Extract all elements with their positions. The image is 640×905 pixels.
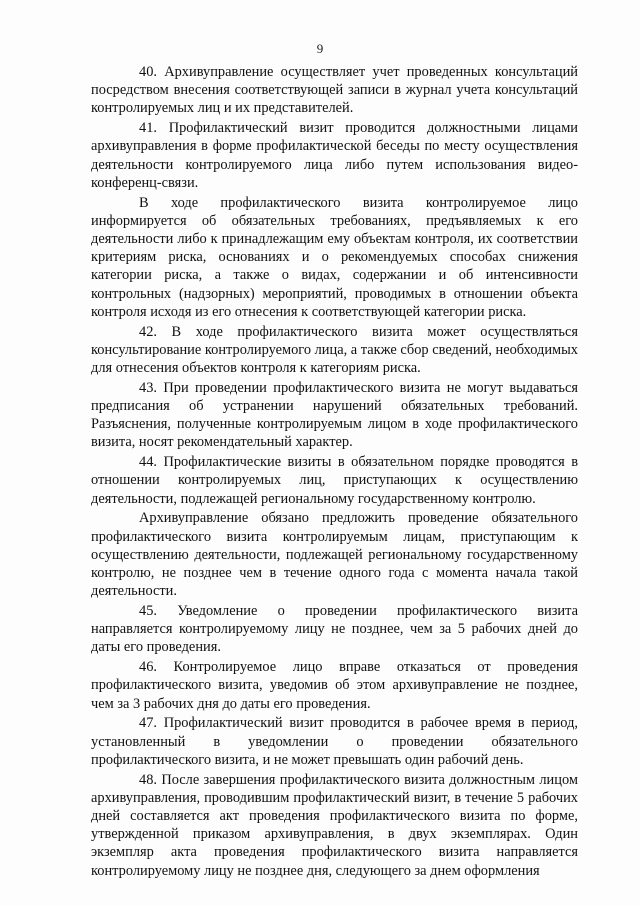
paragraph-43: 43. При проведении профилактического визита не могут выдаваться предписания об устранении нарушений обязательных требований. Разъяснения, полученные контролируемым лицом в ходе профилактического визита, носят рекомендательный характер. — [91, 379, 578, 451]
paragraph-44: 44. Профилактические визиты в обязательном порядке проводятся в отношении контролируемых лиц, приступающих к осуществлению деятельности, подлежащей региональному государственному контролю. — [91, 454, 578, 507]
paragraph-47: 47. Профилактический визит проводится в рабочее время в период, установленный в уведомлении о проведении обязательного профилактического визита, и не может превышать один рабочий день. — [91, 715, 578, 768]
paragraph-42: 42. В ходе профилактического визита может осуществляться консультирование контролируемого лица, а также сбор сведений, необходимых для отнесения объектов контроля к категориям риска. — [91, 323, 579, 377]
page-number: 9 — [316, 41, 324, 56]
document-body — [91, 63, 578, 880]
paragraph-44-continued: Архивуправление обязано предложить проведение обязательного профилактического визита контролируемым лицам, приступающим к осуществлению деятельности, подлежащей региональному государственному контролю, не позднее чем в течение одного года с момента начала такой деятельности. — [91, 510, 578, 600]
paragraph-46: 46. Контролируемое лицо вправе отказаться от проведения профилактического визита, уведомив об этом архивуправление не позднее, чем за 3 рабочих дня до даты его проведения. — [91, 659, 578, 712]
paragraph-40: 40. Архивуправление осуществляет учет проведенных консультаций посредством внесения соответствующей записи в журнал учета консультаций контролируемых лиц и их представителей. — [91, 64, 578, 117]
paragraph-41-continued: В ходе профилактического визита контролируемое лицо информируется об обязательных требованиях, предъявляемых к его деятельности либо к принадлежащим ему объектам контроля, их соответствии критериям риска, основаниях и о рекомендуемых способах снижения категории риска, а также о видах, содержании и об интенсивности контрольных (надзорных) мероприятий, проводимых в отношении объекта контроля исходя из его отнесения к соответствующей категории риска. — [91, 194, 578, 320]
paragraph-48: 48. После завершения профилактического визита должностным лицом архивуправления, проводившим профилактический визит, в течение 5 рабочих дней составляется акт проведения профилактического визита по форме, утвержденной приказом архивуправления, в двух экземплярах. Один экземпляр акта проведения профилактического визита направляется контролируемому лицу не позднее дня, следующего за днем оформления — [91, 771, 578, 879]
paragraph-45: 45. Уведомление о проведении профилактического визита направляется контролируемому лицу не позднее, чем за 5 рабочих дней до даты его проведения. — [91, 603, 578, 656]
paragraph-41: 41. Профилактический визит проводится должностными лицами архивуправления в форме профилактической беседы по месту осуществления деятельности контролируемого лица либо путем использования видео-конференц-связи. — [91, 120, 578, 191]
